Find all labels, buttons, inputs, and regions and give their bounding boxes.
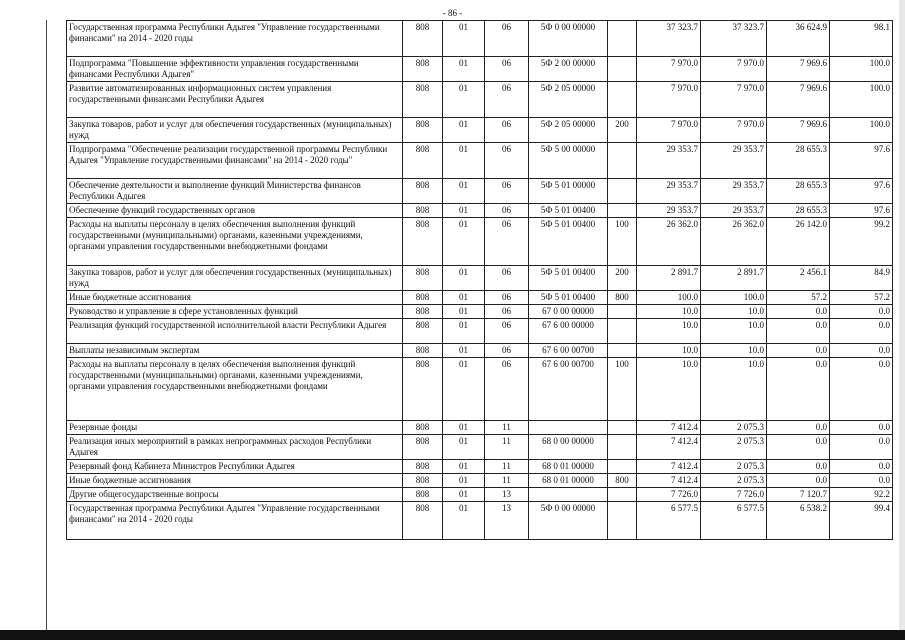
row-plan: 7 970.0 [637, 82, 701, 118]
row-name: Обеспечение деятельности и выполнение функций Министерства финансов Республики Адыгея [67, 179, 403, 204]
row-percent: 92.2 [830, 488, 893, 502]
row-plan-adjusted: 7 970.0 [701, 118, 767, 143]
row-percent: 0.0 [830, 474, 893, 488]
row-name: Государственная программа Республики Адыгея "Управление государственными финансами" на 2014 - 2020 годы [67, 502, 403, 540]
row-fact: 7 969.6 [767, 57, 830, 82]
row-pr: 06 [485, 143, 529, 179]
row-percent: 99.2 [830, 218, 893, 266]
row-plan-adjusted: 2 075.3 [701, 421, 767, 435]
row-ved: 808 [403, 21, 443, 57]
row-vr [608, 421, 637, 435]
row-plan: 100.0 [637, 291, 701, 305]
table-row [67, 344, 893, 358]
row-vr [608, 319, 637, 344]
row-percent: 0.0 [830, 319, 893, 344]
table-row [67, 21, 893, 57]
row-percent: 100.0 [830, 82, 893, 118]
row-pr: 06 [485, 305, 529, 319]
row-ved: 808 [403, 143, 443, 179]
row-plan: 29 353.7 [637, 179, 701, 204]
row-rz: 01 [443, 474, 485, 488]
row-ved: 808 [403, 460, 443, 474]
row-percent: 0.0 [830, 460, 893, 474]
row-rz: 01 [443, 435, 485, 460]
row-fact: 0.0 [767, 435, 830, 460]
row-fact: 0.0 [767, 460, 830, 474]
row-vr [608, 488, 637, 502]
row-plan: 10.0 [637, 305, 701, 319]
row-rz: 01 [443, 118, 485, 143]
row-pr: 11 [485, 474, 529, 488]
row-rz: 01 [443, 460, 485, 474]
row-fact: 36 624.9 [767, 21, 830, 57]
row-fact: 28 655.3 [767, 204, 830, 218]
row-plan: 37 323.7 [637, 21, 701, 57]
row-csr: 5Ф 0 00 00000 [529, 21, 608, 57]
row-name: Закупка товаров, работ и услуг для обеспечения государственных (муниципальных) нужд [67, 118, 403, 143]
row-plan-adjusted: 7 970.0 [701, 57, 767, 82]
table-row [67, 143, 893, 179]
row-name: Иные бюджетные ассигнования [67, 291, 403, 305]
row-percent: 0.0 [830, 344, 893, 358]
row-plan: 29 353.7 [637, 143, 701, 179]
row-ved: 808 [403, 474, 443, 488]
table-row [67, 488, 893, 502]
table-row [67, 435, 893, 460]
row-ved: 808 [403, 502, 443, 540]
row-csr: 5Ф 2 00 00000 [529, 57, 608, 82]
row-pr: 11 [485, 435, 529, 460]
row-plan: 26 362.0 [637, 218, 701, 266]
page-left-border [46, 20, 47, 640]
row-vr: 800 [608, 474, 637, 488]
row-ved: 808 [403, 488, 443, 502]
table-row [67, 82, 893, 118]
row-pr: 06 [485, 57, 529, 82]
row-plan: 10.0 [637, 344, 701, 358]
row-rz: 01 [443, 218, 485, 266]
row-percent: 97.6 [830, 204, 893, 218]
row-ved: 808 [403, 266, 443, 291]
row-plan: 2 891.7 [637, 266, 701, 291]
row-percent: 84.9 [830, 266, 893, 291]
row-ved: 808 [403, 57, 443, 82]
row-plan: 7 412.4 [637, 435, 701, 460]
row-fact: 28 655.3 [767, 179, 830, 204]
row-name: Закупка товаров, работ и услуг для обеспечения государственных (муниципальных) нужд [67, 266, 403, 291]
row-pr: 06 [485, 344, 529, 358]
row-plan-adjusted: 7 726.0 [701, 488, 767, 502]
row-rz: 01 [443, 21, 485, 57]
row-plan-adjusted: 26 362.0 [701, 218, 767, 266]
row-fact: 28 655.3 [767, 143, 830, 179]
table-row [67, 118, 893, 143]
table-row [67, 218, 893, 266]
table-row [67, 358, 893, 421]
row-csr [529, 488, 608, 502]
row-rz: 01 [443, 57, 485, 82]
table-row [67, 57, 893, 82]
row-percent: 98.1 [830, 21, 893, 57]
row-plan-adjusted: 10.0 [701, 358, 767, 421]
row-plan: 10.0 [637, 358, 701, 421]
row-name: Реализация иных мероприятий в рамках непрограммных расходов Республики Адыгея [67, 435, 403, 460]
row-percent: 97.6 [830, 143, 893, 179]
row-name: Резервные фонды [67, 421, 403, 435]
row-rz: 01 [443, 421, 485, 435]
row-pr: 06 [485, 21, 529, 57]
row-csr: 5Ф 0 00 00000 [529, 502, 608, 540]
row-pr: 11 [485, 421, 529, 435]
budget-table [66, 20, 893, 540]
row-name: Резервный фонд Кабинета Министров Республики Адыгея [67, 460, 403, 474]
row-fact: 0.0 [767, 319, 830, 344]
row-fact: 6 538.2 [767, 502, 830, 540]
row-ved: 808 [403, 421, 443, 435]
row-percent: 0.0 [830, 421, 893, 435]
row-vr: 100 [608, 218, 637, 266]
row-fact: 26 142.0 [767, 218, 830, 266]
row-plan-adjusted: 2 075.3 [701, 474, 767, 488]
row-ved: 808 [403, 204, 443, 218]
row-vr: 800 [608, 291, 637, 305]
row-pr: 13 [485, 502, 529, 540]
row-plan-adjusted: 2 075.3 [701, 435, 767, 460]
row-plan-adjusted: 10.0 [701, 305, 767, 319]
row-name: Реализация функций государственной исполнительной власти Республики Адыгея [67, 319, 403, 344]
row-pr: 06 [485, 291, 529, 305]
table-row [67, 204, 893, 218]
row-csr [529, 421, 608, 435]
row-pr: 06 [485, 319, 529, 344]
table-row [67, 291, 893, 305]
row-vr [608, 502, 637, 540]
row-rz: 01 [443, 179, 485, 204]
row-vr [608, 57, 637, 82]
row-ved: 808 [403, 291, 443, 305]
row-percent: 57.2 [830, 291, 893, 305]
row-plan: 6 577.5 [637, 502, 701, 540]
row-fact: 2 456.1 [767, 266, 830, 291]
row-ved: 808 [403, 179, 443, 204]
row-fact: 7 969.6 [767, 82, 830, 118]
row-rz: 01 [443, 204, 485, 218]
row-rz: 01 [443, 143, 485, 179]
row-rz: 01 [443, 358, 485, 421]
row-csr: 68 0 00 00000 [529, 435, 608, 460]
row-csr: 67 6 00 00000 [529, 319, 608, 344]
row-pr: 06 [485, 82, 529, 118]
row-plan-adjusted: 29 353.7 [701, 204, 767, 218]
row-rz: 01 [443, 305, 485, 319]
row-csr: 5Ф 5 01 00400 [529, 204, 608, 218]
row-vr: 200 [608, 266, 637, 291]
row-name: Расходы на выплаты персоналу в целях обеспечения выполнения функций государственными (муниципальными) органами, казенными учреждениями, органами управления государственными внебюджетными фондами [67, 218, 403, 266]
row-csr: 5Ф 5 01 00000 [529, 179, 608, 204]
row-plan-adjusted: 100.0 [701, 291, 767, 305]
row-rz: 01 [443, 488, 485, 502]
row-name: Другие общегосударственные вопросы [67, 488, 403, 502]
row-pr: 06 [485, 204, 529, 218]
row-pr: 06 [485, 218, 529, 266]
row-rz: 01 [443, 291, 485, 305]
row-vr: 200 [608, 118, 637, 143]
row-ved: 808 [403, 344, 443, 358]
row-csr: 5Ф 5 00 00000 [529, 143, 608, 179]
row-plan-adjusted: 10.0 [701, 344, 767, 358]
row-fact: 0.0 [767, 421, 830, 435]
row-rz: 01 [443, 266, 485, 291]
row-pr: 06 [485, 118, 529, 143]
row-rz: 01 [443, 344, 485, 358]
row-pr: 06 [485, 358, 529, 421]
row-fact: 57.2 [767, 291, 830, 305]
row-plan: 10.0 [637, 319, 701, 344]
row-vr [608, 305, 637, 319]
row-plan: 29 353.7 [637, 204, 701, 218]
row-percent: 100.0 [830, 118, 893, 143]
row-name: Расходы на выплаты персоналу в целях обеспечения выполнения функций государственными (муниципальными) органами, казенными учреждениями, органами управления государственными внебюджетными фондами [67, 358, 403, 421]
row-pr: 06 [485, 266, 529, 291]
table-row [67, 502, 893, 540]
row-fact: 7 120.7 [767, 488, 830, 502]
row-plan-adjusted: 29 353.7 [701, 179, 767, 204]
row-csr: 5Ф 5 01 00400 [529, 218, 608, 266]
row-name: Иные бюджетные ассигнования [67, 474, 403, 488]
row-name: Руководство и управление в сфере установленных функций [67, 305, 403, 319]
row-percent: 100.0 [830, 57, 893, 82]
table-row [67, 179, 893, 204]
table-row [67, 460, 893, 474]
row-ved: 808 [403, 319, 443, 344]
row-csr: 68 0 01 00000 [529, 460, 608, 474]
row-percent: 0.0 [830, 358, 893, 421]
row-fact: 0.0 [767, 305, 830, 319]
row-pr: 13 [485, 488, 529, 502]
table-row [67, 421, 893, 435]
row-fact: 0.0 [767, 474, 830, 488]
row-name: Подпрограмма "Обеспечение реализации государственной программы Республики Адыгея "Управление государственными финансами" на 2014 - 2020 годы" [67, 143, 403, 179]
page-number: - 86 - [442, 8, 463, 18]
row-csr: 68 0 01 00000 [529, 474, 608, 488]
row-pr: 11 [485, 460, 529, 474]
row-csr: 67 6 00 00700 [529, 344, 608, 358]
row-name: Выплаты независимым экспертам [67, 344, 403, 358]
row-fact: 7 969.6 [767, 118, 830, 143]
row-rz: 01 [443, 319, 485, 344]
row-csr: 5Ф 2 05 00000 [529, 82, 608, 118]
row-plan: 7 970.0 [637, 118, 701, 143]
row-vr: 100 [608, 358, 637, 421]
row-plan-adjusted: 6 577.5 [701, 502, 767, 540]
row-plan-adjusted: 2 891.7 [701, 266, 767, 291]
row-ved: 808 [403, 358, 443, 421]
row-plan: 7 412.4 [637, 421, 701, 435]
row-percent: 0.0 [830, 435, 893, 460]
row-fact: 0.0 [767, 344, 830, 358]
row-percent: 99.4 [830, 502, 893, 540]
row-pr: 06 [485, 179, 529, 204]
row-vr [608, 460, 637, 474]
row-rz: 01 [443, 502, 485, 540]
row-ved: 808 [403, 218, 443, 266]
row-plan-adjusted: 29 353.7 [701, 143, 767, 179]
scan-right-edge [899, 0, 905, 640]
row-plan-adjusted: 10.0 [701, 319, 767, 344]
row-name: Обеспечение функций государственных органов [67, 204, 403, 218]
row-name: Государственная программа Республики Адыгея "Управление государственными финансами" на 2014 - 2020 годы [67, 21, 403, 57]
row-plan-adjusted: 7 970.0 [701, 82, 767, 118]
row-percent: 97.6 [830, 179, 893, 204]
row-name: Подпрограмма "Повышение эффективности управления государственными финансами Республики Адыгея" [67, 57, 403, 82]
row-vr [608, 143, 637, 179]
row-plan: 7 412.4 [637, 474, 701, 488]
table-row [67, 319, 893, 344]
row-name: Развитие автоматизированных информационных систем управления государственными финансами Республики Адыгея [67, 82, 403, 118]
row-ved: 808 [403, 118, 443, 143]
row-vr [608, 204, 637, 218]
table-row [67, 305, 893, 319]
row-ved: 808 [403, 305, 443, 319]
row-plan-adjusted: 37 323.7 [701, 21, 767, 57]
row-csr: 67 6 00 00700 [529, 358, 608, 421]
table-row [67, 266, 893, 291]
budget-table-container [66, 20, 892, 540]
row-plan: 7 726.0 [637, 488, 701, 502]
row-vr [608, 435, 637, 460]
row-plan: 7 412.4 [637, 460, 701, 474]
row-plan-adjusted: 2 075.3 [701, 460, 767, 474]
row-rz: 01 [443, 82, 485, 118]
table-row [67, 474, 893, 488]
row-vr [608, 82, 637, 118]
row-ved: 808 [403, 82, 443, 118]
row-percent: 0.0 [830, 305, 893, 319]
row-csr: 67 0 00 00000 [529, 305, 608, 319]
row-vr [608, 21, 637, 57]
row-ved: 808 [403, 435, 443, 460]
row-fact: 0.0 [767, 358, 830, 421]
row-csr: 5Ф 5 01 00400 [529, 266, 608, 291]
row-vr [608, 344, 637, 358]
scan-bottom-edge [0, 630, 905, 640]
row-plan: 7 970.0 [637, 57, 701, 82]
row-csr: 5Ф 5 01 00400 [529, 291, 608, 305]
row-vr [608, 179, 637, 204]
row-csr: 5Ф 2 05 00000 [529, 118, 608, 143]
